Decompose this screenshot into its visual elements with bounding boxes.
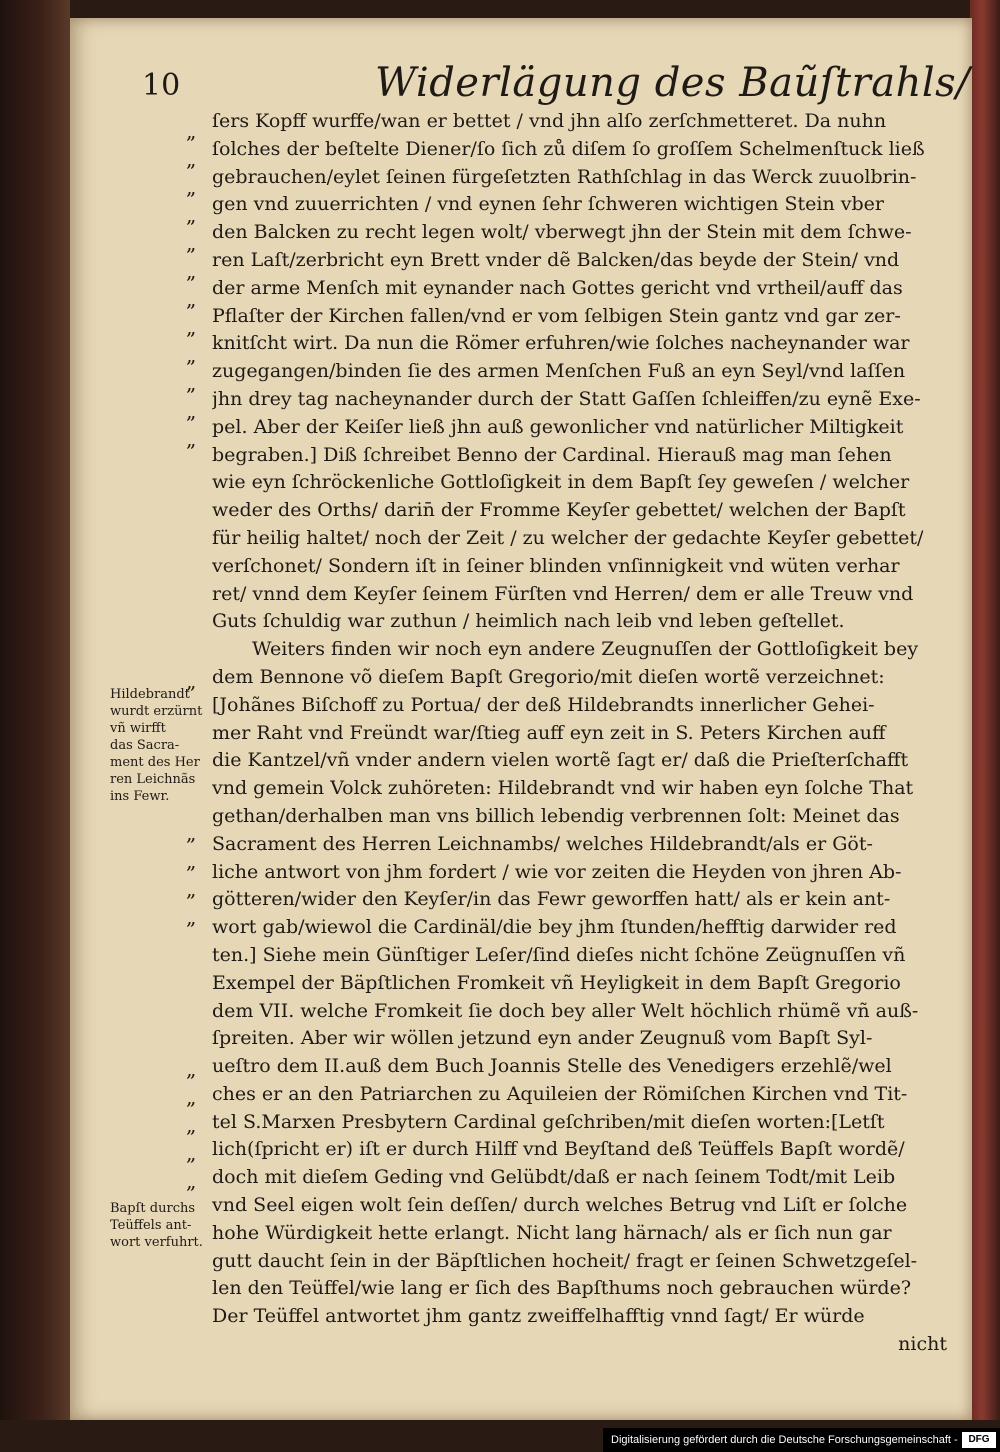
- margin-note-line: das Sacra-: [110, 738, 180, 753]
- text-line: knitſcht wirt. Da nun die Römer erfuhren/wie ſolches nacheynander war: [212, 332, 910, 355]
- quote-mark: „: [186, 231, 197, 255]
- text-line: verſchonet/ Sondern iſt in ſeiner blinden vnſinnigkeit vnd wüten verhar: [212, 554, 900, 577]
- text-line: gen vnd zuuerrichten / vnd eynen ſehr ſchweren wichtigen Stein vber: [212, 193, 884, 216]
- page-number: 10: [142, 68, 181, 103]
- quote-mark: „: [186, 119, 197, 143]
- margin-note-line: wurdt erzürnt: [110, 704, 203, 719]
- text-line: ret/ vnnd dem Keyſer ſeinem Fürſten vnd Herren/ dem er alle Treuw vnd: [212, 582, 914, 605]
- text-line: der arme Menſch mit eynander nach Gottes gericht vnd vrtheil/auff das: [212, 276, 903, 299]
- text-line: mer Raht vnd Freündt war/ſtieg auff eyn zeit in S. Peters Kirchen auff: [212, 721, 886, 744]
- margin-note-bapst: [110, 1200, 210, 1251]
- text-line: Pflaſter der Kirchen fallen/vnd er vom ſelbigen Stein gantz vnd gar zer-: [212, 304, 901, 327]
- quote-mark: „: [186, 1057, 197, 1081]
- margin-note-line: Bapſt durchs: [110, 1201, 196, 1216]
- margin-note-line: ment des Her: [110, 755, 200, 770]
- quote-mark: „: [186, 147, 197, 171]
- text-line: für heilig haltet/ noch der Zeit / zu welcher der gedachte Keyſer gebettet/: [212, 526, 924, 549]
- text-line: lich(ſpricht er) iſt er durch Hilff vnd Beyſtand deß Teüffels Bapſt wordẽ/: [212, 1138, 905, 1161]
- text-line: Exempel der Bäpſtlichen Fromkeit vñ Heyligkeit in dem Bapſt Gregorio: [212, 971, 901, 994]
- quote-mark: „: [186, 287, 197, 311]
- text-line: wort gab/wiewol die Cardinäl/die bey jhm ſtunden/hefftig darwider red: [212, 916, 897, 939]
- text-line: den Balcken zu recht legen wolt/ vberwegt jhn der Stein mit dem ſchwe-: [212, 221, 912, 244]
- binding-right-edge: [970, 0, 1000, 1452]
- quote-mark: „: [186, 1113, 197, 1137]
- quote-mark: „: [186, 905, 197, 929]
- text-line: gebrauchen/eylet ſeinen fürgeſetzten Rathſchlag in das Werck zuuolbrin-: [212, 165, 917, 188]
- text-line: vnd Seel eigen wolt ſein deſſen/ durch welches Betrug vnd Liſt er ſolche: [212, 1194, 908, 1217]
- text-line: [Johãnes Biſchoff zu Portua/ der deß Hildebrandts innerlicher Gehei-: [212, 693, 875, 716]
- margin-note-hildebrandt: [110, 686, 210, 805]
- quote-mark: „: [186, 203, 197, 227]
- quote-mark: „: [186, 821, 197, 845]
- text-line: ren Laſt/zerbricht eyn Brett vnder dẽ Balcken/das beyde der Stein/ vnd: [212, 248, 900, 271]
- text-line: gethan/derhalben man vns billich lebendig verbrennen ſolt: Meinet das: [212, 804, 900, 827]
- text-line: liche antwort von jhm fordert / wie vor zeiten die Heyden von jhren Ab-: [212, 860, 902, 883]
- text-line: pel. Aber der Keiſer ließ jhn auß gewonlicher vnd natürlicher Miltigkeit: [212, 415, 904, 438]
- quote-mark: „: [186, 343, 197, 367]
- running-head: Widerlägung des Baũſtrahls/: [375, 60, 971, 106]
- quote-mark: „: [186, 1085, 197, 1109]
- text-line: len den Teüffel/wie lang er ſich des Bapſthums noch gebrauchen würde?: [212, 1277, 912, 1300]
- text-line: ches er an den Patriarchen zu Aquileien der Römiſchen Kirchen vnd Tit-: [212, 1082, 908, 1105]
- text-line: götteren/wider den Keyſer/in das Fewr geworffen hatt/ als er kein ant-: [212, 888, 891, 911]
- quote-mark: „: [186, 877, 197, 901]
- text-line: hohe Würdigkeit hette erlangt. Nicht lang härnach/ als er ſich nun gar: [212, 1221, 892, 1244]
- quote-mark: „: [186, 315, 197, 339]
- quote-mark: „: [186, 1169, 197, 1193]
- quote-mark: „: [186, 399, 197, 423]
- text-line: jhn drey tag nacheynander durch der Statt Gaſſen ſchleiffen/zu eynẽ Exe-: [212, 387, 921, 410]
- main-text: [212, 108, 957, 1359]
- quote-mark: „: [186, 259, 197, 283]
- quote-mark: „: [186, 371, 197, 395]
- text-line: ſers Kopff wurffe/wan er bettet / vnd jhn alſo zerſchmetteret. Da nuhn: [212, 110, 887, 132]
- quote-mark: „: [186, 669, 197, 693]
- digitization-credit: Digitalisierung gefördert durch die Deutsche Forschungsgemeinschaft -: [603, 1428, 1000, 1452]
- text-line: ueſtro dem II.auß dem Buch Joannis Stelle des Venedigers erzehlẽ/wel: [212, 1055, 892, 1078]
- dfg-logo: DFG: [962, 1432, 996, 1448]
- text-line: begraben.] Diß ſchreibet Benno der Cardinal. Hierauß mag man ſehen: [212, 443, 892, 466]
- text-line: ſolches der beſtelte Diener/ſo ſich zů diſem ſo groſſem Schelmenſtuck ließ: [212, 137, 925, 160]
- text-line: Weiters finden wir noch eyn andere Zeugnuſſen der Gottloſigkeit bey: [252, 638, 919, 661]
- text-line: gutt daucht ſein in der Bäpſtlichen hocheit/ fragt er ſeinen Schwetzgeſel-: [212, 1249, 918, 1272]
- quote-mark: „: [186, 175, 197, 199]
- margin-note-line: Hildebrandt: [110, 687, 190, 702]
- text-line: Guts ſchuldig war zuthun / heimlich nach leib vnd leben geſtellet.: [212, 610, 845, 633]
- catchword: nicht: [898, 1333, 947, 1356]
- binding-left-edge: [0, 0, 70, 1452]
- text-line: vnd gemein Volck zuhöreten: Hildebrandt vnd wir haben eyn ſolche That: [212, 777, 914, 800]
- quote-mark: „: [186, 427, 197, 451]
- margin-note-line: ins Fewr.: [110, 789, 170, 804]
- text-line: die Kantzel/vñ vnder andern vielen wortẽ ſagt er/ daß die Prieſterſchafft: [212, 749, 909, 772]
- text-line: weder des Orths/ darin̄ der Fromme Keyſer gebettet/ welchen der Bapſt: [212, 499, 906, 522]
- text-line: wie eyn ſchröckenliche Gottloſigkeit in dem Bapſt ſey geweſen / welcher: [212, 471, 910, 494]
- text-line: dem VII. welche Fromkeit ſie doch bey aller Welt höchlich rhümẽ vñ auß-: [212, 999, 919, 1022]
- text-line: ſpreiten. Aber wir wöllen jetzund eyn ander Zeugnuß vom Bapſt Syl-: [212, 1027, 873, 1050]
- text-line: tel S.Marxen Presbytern Cardinal geſchriben/mit dieſen worten:[Letſt: [212, 1110, 885, 1133]
- text-line: zugegangen/binden ſie des armen Menſchen Fuß an eyn Seyl/vnd laſſen: [212, 360, 906, 383]
- text-line: doch mit dieſem Geding vnd Gelübdt/daß er nach ſeinem Todt/mit Leib: [212, 1166, 896, 1189]
- margin-note-line: Teüffels ant-: [110, 1218, 192, 1233]
- quote-mark: „: [186, 1141, 197, 1165]
- margin-note-line: ren Leichnãs: [110, 772, 196, 787]
- text-line: ten.] Siehe mein Günſtiger Leſer/ſind dieſes nicht ſchöne Zeügnuſſen vñ: [212, 943, 906, 966]
- margin-note-line: wort verfuhrt.: [110, 1235, 203, 1250]
- quote-mark: „: [186, 849, 197, 873]
- text-line: dem Bennone võ dieſem Bapſt Gregorio/mit dieſen wortẽ verzeichnet:: [212, 665, 885, 688]
- text-line: Sacrament des Herren Leichnambs/ welches Hildebrandt/als er Göt-: [212, 832, 873, 855]
- margin-note-line: vñ wirfft: [110, 721, 166, 736]
- text-line: Der Teüffel antwortet jhm gantz zweiffelhafftig vnnd ſagt/ Er würde: [212, 1305, 865, 1328]
